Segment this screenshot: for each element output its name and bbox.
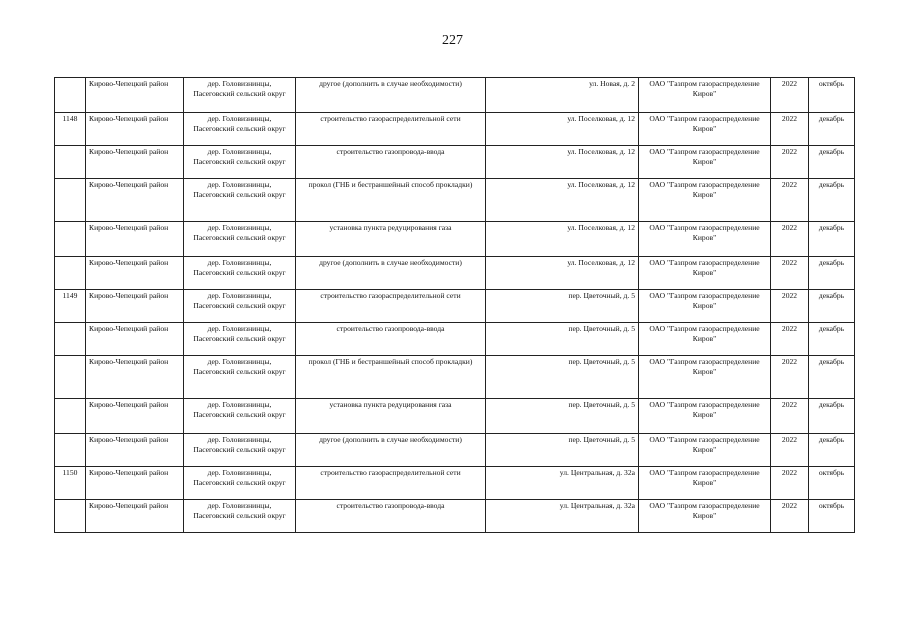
year-cell: 2022 xyxy=(771,290,809,323)
village-cell: дер. Головизнинцы, Пасеговский сельский округ xyxy=(184,399,296,434)
table-row xyxy=(55,78,855,113)
month-cell: декабрь xyxy=(809,222,855,257)
row-number xyxy=(55,257,86,290)
address-cell: ул. Центральная, д. 32а xyxy=(486,467,639,500)
village-cell: дер. Головизнинцы, Пасеговский сельский округ xyxy=(184,78,296,113)
work-type-cell: другое (дополнить в случае необходимости) xyxy=(296,434,486,467)
organization-cell: ОАО "Газпром газораспределение Киров" xyxy=(639,323,771,356)
district-cell: Кирово-Чепецкий район xyxy=(86,467,184,500)
month-cell: октябрь xyxy=(809,78,855,113)
village-cell: дер. Головизнинцы, Пасеговский сельский округ xyxy=(184,467,296,500)
address-cell: ул. Новая, д. 2 xyxy=(486,78,639,113)
row-number xyxy=(55,356,86,399)
district-cell: Кирово-Чепецкий район xyxy=(86,290,184,323)
work-type-cell: прокол (ГНБ и бестраншейный способ прокладки) xyxy=(296,179,486,222)
village-cell: дер. Головизнинцы, Пасеговский сельский округ xyxy=(184,257,296,290)
table-row xyxy=(55,290,855,323)
work-type-cell: строительство газопровода-ввода xyxy=(296,323,486,356)
work-type-cell: другое (дополнить в случае необходимости) xyxy=(296,257,486,290)
district-cell: Кирово-Чепецкий район xyxy=(86,257,184,290)
row-number xyxy=(55,323,86,356)
table-row xyxy=(55,146,855,179)
table-row xyxy=(55,257,855,290)
address-cell: ул. Поселковая, д. 12 xyxy=(486,113,639,146)
table-body xyxy=(55,78,855,533)
row-number xyxy=(55,179,86,222)
month-cell: декабрь xyxy=(809,323,855,356)
table-row xyxy=(55,113,855,146)
village-cell: дер. Головизнинцы, Пасеговский сельский округ xyxy=(184,323,296,356)
year-cell: 2022 xyxy=(771,356,809,399)
year-cell: 2022 xyxy=(771,467,809,500)
organization-cell: ОАО "Газпром газораспределение Киров" xyxy=(639,467,771,500)
address-cell: ул. Центральная, д. 32а xyxy=(486,500,639,533)
village-cell: дер. Головизнинцы, Пасеговский сельский округ xyxy=(184,222,296,257)
district-cell: Кирово-Чепецкий район xyxy=(86,222,184,257)
village-cell: дер. Головизнинцы, Пасеговский сельский округ xyxy=(184,356,296,399)
year-cell: 2022 xyxy=(771,434,809,467)
district-cell: Кирово-Чепецкий район xyxy=(86,113,184,146)
organization-cell: ОАО "Газпром газораспределение Киров" xyxy=(639,146,771,179)
row-number: 1149 xyxy=(55,290,86,323)
work-type-cell: строительство газопровода-ввода xyxy=(296,500,486,533)
work-type-cell: строительство газораспределительной сети xyxy=(296,290,486,323)
address-cell: пер. Цветочный, д. 5 xyxy=(486,434,639,467)
address-cell: пер. Цветочный, д. 5 xyxy=(486,323,639,356)
village-cell: дер. Головизнинцы, Пасеговский сельский округ xyxy=(184,146,296,179)
organization-cell: ОАО "Газпром газораспределение Киров" xyxy=(639,257,771,290)
address-cell: ул. Поселковая, д. 12 xyxy=(486,179,639,222)
month-cell: октябрь xyxy=(809,467,855,500)
year-cell: 2022 xyxy=(771,399,809,434)
district-cell: Кирово-Чепецкий район xyxy=(86,179,184,222)
year-cell: 2022 xyxy=(771,257,809,290)
page-number: 227 xyxy=(442,33,463,48)
month-cell: декабрь xyxy=(809,434,855,467)
row-number: 1148 xyxy=(55,113,86,146)
table-row xyxy=(55,179,855,222)
month-cell: октябрь xyxy=(809,500,855,533)
organization-cell: ОАО "Газпром газораспределение Киров" xyxy=(639,113,771,146)
district-cell: Кирово-Чепецкий район xyxy=(86,78,184,113)
table-row xyxy=(55,500,855,533)
address-cell: ул. Поселковая, д. 12 xyxy=(486,222,639,257)
village-cell: дер. Головизнинцы, Пасеговский сельский округ xyxy=(184,434,296,467)
row-number xyxy=(55,434,86,467)
year-cell: 2022 xyxy=(771,146,809,179)
table-row xyxy=(55,399,855,434)
month-cell: декабрь xyxy=(809,356,855,399)
organization-cell: ОАО "Газпром газораспределение Киров" xyxy=(639,399,771,434)
month-cell: декабрь xyxy=(809,290,855,323)
district-cell: Кирово-Чепецкий район xyxy=(86,146,184,179)
district-cell: Кирово-Чепецкий район xyxy=(86,356,184,399)
work-type-cell: строительство газораспределительной сети xyxy=(296,467,486,500)
address-cell: пер. Цветочный, д. 5 xyxy=(486,356,639,399)
row-number xyxy=(55,222,86,257)
address-cell: пер. Цветочный, д. 5 xyxy=(486,290,639,323)
organization-cell: ОАО "Газпром газораспределение Киров" xyxy=(639,222,771,257)
work-type-cell: строительство газопровода-ввода xyxy=(296,146,486,179)
village-cell: дер. Головизнинцы, Пасеговский сельский округ xyxy=(184,290,296,323)
table-row xyxy=(55,222,855,257)
month-cell: декабрь xyxy=(809,146,855,179)
year-cell: 2022 xyxy=(771,78,809,113)
month-cell: декабрь xyxy=(809,399,855,434)
year-cell: 2022 xyxy=(771,179,809,222)
work-type-cell: другое (дополнить в случае необходимости) xyxy=(296,78,486,113)
work-type-cell: установка пункта редуцирования газа xyxy=(296,399,486,434)
month-cell: декабрь xyxy=(809,179,855,222)
year-cell: 2022 xyxy=(771,222,809,257)
address-cell: пер. Цветочный, д. 5 xyxy=(486,399,639,434)
table-row xyxy=(55,467,855,500)
row-number xyxy=(55,146,86,179)
work-type-cell: строительство газораспределительной сети xyxy=(296,113,486,146)
organization-cell: ОАО "Газпром газораспределение Киров" xyxy=(639,356,771,399)
address-cell: ул. Поселковая, д. 12 xyxy=(486,257,639,290)
address-cell: ул. Поселковая, д. 12 xyxy=(486,146,639,179)
district-cell: Кирово-Чепецкий район xyxy=(86,323,184,356)
village-cell: дер. Головизнинцы, Пасеговский сельский округ xyxy=(184,179,296,222)
year-cell: 2022 xyxy=(771,323,809,356)
district-cell: Кирово-Чепецкий район xyxy=(86,500,184,533)
row-number: 1150 xyxy=(55,467,86,500)
organization-cell: ОАО "Газпром газораспределение Киров" xyxy=(639,78,771,113)
district-cell: Кирово-Чепецкий район xyxy=(86,399,184,434)
work-type-cell: прокол (ГНБ и бестраншейный способ прокладки) xyxy=(296,356,486,399)
work-type-cell: установка пункта редуцирования газа xyxy=(296,222,486,257)
gasification-table xyxy=(54,77,855,533)
village-cell: дер. Головизнинцы, Пасеговский сельский округ xyxy=(184,500,296,533)
table-row xyxy=(55,434,855,467)
row-number xyxy=(55,78,86,113)
table-row xyxy=(55,356,855,399)
table-row xyxy=(55,323,855,356)
month-cell: декабрь xyxy=(809,113,855,146)
organization-cell: ОАО "Газпром газораспределение Киров" xyxy=(639,179,771,222)
row-number xyxy=(55,399,86,434)
year-cell: 2022 xyxy=(771,500,809,533)
year-cell: 2022 xyxy=(771,113,809,146)
village-cell: дер. Головизнинцы, Пасеговский сельский округ xyxy=(184,113,296,146)
district-cell: Кирово-Чепецкий район xyxy=(86,434,184,467)
organization-cell: ОАО "Газпром газораспределение Киров" xyxy=(639,290,771,323)
row-number xyxy=(55,500,86,533)
organization-cell: ОАО "Газпром газораспределение Киров" xyxy=(639,434,771,467)
organization-cell: ОАО "Газпром газораспределение Киров" xyxy=(639,500,771,533)
month-cell: декабрь xyxy=(809,257,855,290)
